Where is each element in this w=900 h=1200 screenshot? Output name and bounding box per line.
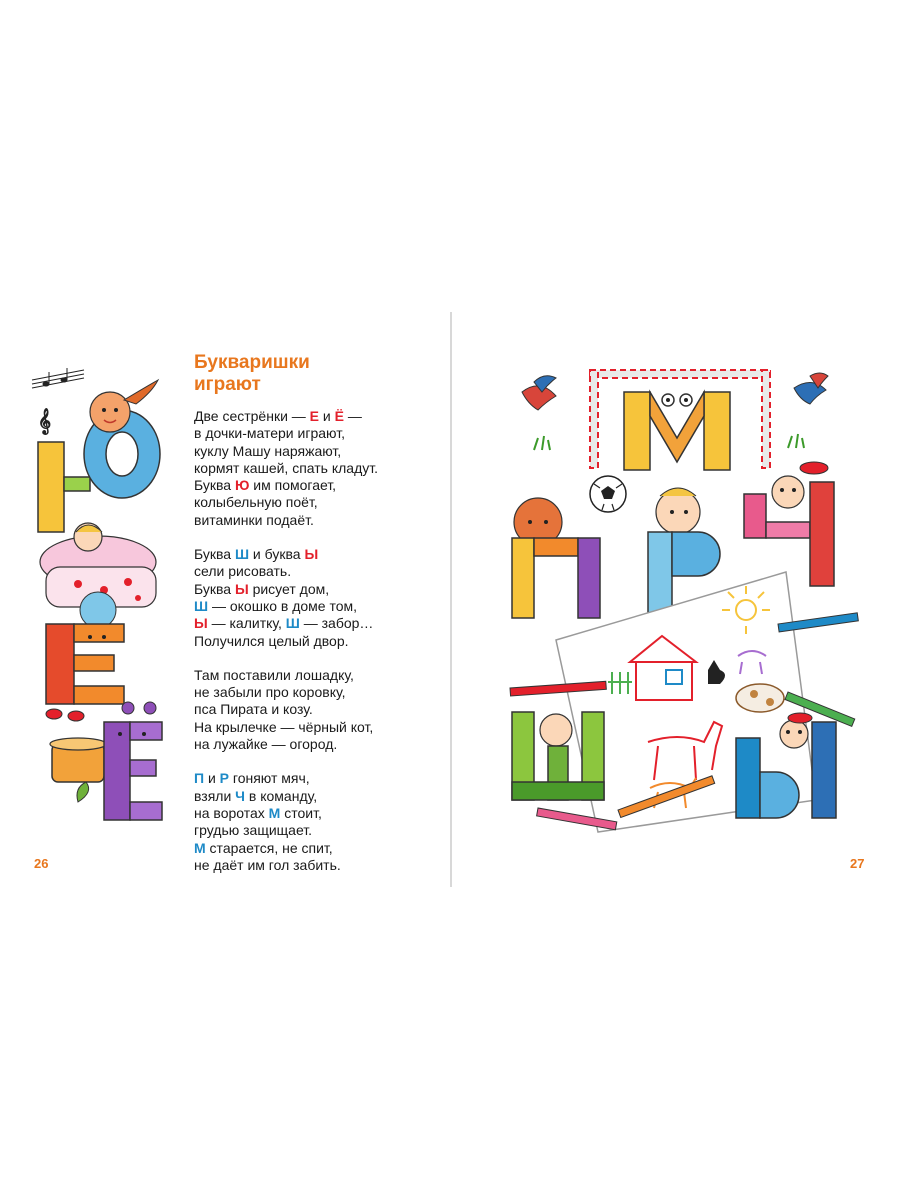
poem-line — [194, 857, 434, 874]
poem-text: стоит, — [280, 804, 322, 821]
poem-line — [194, 736, 434, 753]
poem-text: на лужайке — огород. — [194, 736, 338, 753]
bird-icon — [522, 376, 556, 410]
poem-line — [194, 512, 434, 529]
letter-p-character — [512, 498, 600, 618]
highlighted-letter: Ы — [304, 546, 319, 563]
poem-line — [194, 788, 434, 805]
poem-text: колыбельную поёт, — [194, 494, 318, 511]
poem-text: — забор… — [299, 615, 374, 632]
poem-text: Две сестрёнки — — [194, 408, 310, 424]
title-line: Букваришки — [194, 352, 310, 373]
poem-text: Получился целый двор. — [194, 632, 349, 649]
page-number-left: 26 — [34, 856, 49, 871]
poem-line — [194, 719, 434, 736]
poem-text: на воротах — [194, 804, 269, 821]
poem-text: Буква — [194, 546, 235, 563]
poem-text: Там поставили лошадку, — [194, 666, 354, 683]
poem-text: куклу Машу наряжают, — [194, 442, 342, 459]
poem-line — [194, 460, 434, 477]
highlighted-letter: Е — [309, 408, 320, 424]
page-number-right: 27 — [850, 856, 865, 871]
poem-line — [194, 701, 434, 718]
highlighted-letter: М — [194, 839, 206, 856]
poem-text: не забыли про коровку, — [194, 684, 346, 701]
poem-text: в команду, — [245, 787, 318, 804]
poem-line — [194, 408, 434, 425]
poem-text: взяли — [194, 787, 236, 804]
page-gutter — [450, 312, 452, 887]
poem-text: старается, не спит, — [205, 839, 333, 856]
highlighted-letter: П — [194, 770, 205, 787]
poem-line — [194, 598, 434, 615]
poem-line — [194, 443, 434, 460]
poem-line — [194, 770, 434, 787]
highlighted-letter: Ё — [334, 408, 344, 424]
poem-text: гоняют мяч, — [229, 770, 310, 787]
poem-line — [194, 477, 434, 494]
highlighted-letter: Р — [219, 770, 230, 787]
poem-text: им помогает, — [249, 477, 337, 494]
poem-line — [194, 667, 434, 684]
letter-m-character — [624, 392, 730, 470]
poem-line — [194, 494, 434, 511]
right-illustration — [498, 362, 868, 847]
poem-line — [194, 563, 434, 580]
poem-line — [194, 840, 434, 857]
poem-text: в дочки-матери играют, — [194, 425, 345, 442]
poem-line — [194, 633, 434, 650]
highlighted-letter: Ю — [234, 477, 250, 494]
poem-line — [194, 425, 434, 442]
poem-text: кормят кашей, спать кладут. — [194, 459, 379, 476]
poem-stanza — [194, 546, 434, 650]
poem-text: не даёт им гол забить. — [194, 856, 341, 873]
highlighted-letter: Ш — [234, 546, 250, 563]
highlighted-letter: Ш — [285, 615, 300, 632]
poem-line — [194, 581, 434, 598]
poem-text: рисует дом, — [248, 580, 330, 597]
poem-body — [194, 408, 434, 891]
poem-line — [194, 805, 434, 822]
title-line: играют — [194, 374, 261, 395]
poem-line — [194, 822, 434, 839]
poem-text: пса Пирата и козу. — [194, 701, 313, 718]
poem-line — [194, 684, 434, 701]
poem-stanza — [194, 770, 434, 874]
highlighted-letter: Ы — [194, 615, 208, 632]
poem-line — [194, 615, 434, 632]
poem-stanza — [194, 667, 434, 753]
soccer-ball-icon — [590, 476, 626, 512]
poem-text: грудью защищает. — [194, 822, 313, 839]
poem-text: На крылечке — чёрный кот, — [194, 718, 374, 735]
highlighted-letter: Ы — [234, 580, 249, 597]
poem-line — [194, 546, 434, 563]
letter-sh-character — [512, 712, 604, 800]
poem-title — [194, 352, 414, 396]
highlighted-letter: Ч — [235, 787, 246, 804]
poem-text: — калитку, — [207, 615, 286, 632]
poem-text: и буква — [249, 546, 305, 563]
poem-text: — — [344, 408, 362, 424]
poem-text: Буква — [194, 477, 235, 494]
letter-yo-character — [50, 702, 162, 820]
poem-text: и — [319, 408, 335, 424]
letter-yu-character — [38, 380, 160, 532]
highlighted-letter: М — [268, 804, 281, 821]
letter-ye-character — [46, 592, 124, 721]
bird-icon — [794, 373, 828, 404]
poem-text: сели рисовать. — [194, 563, 292, 580]
poem-text: и — [204, 770, 220, 787]
highlighted-letter: Ш — [194, 597, 209, 614]
music-notes-icon — [32, 368, 84, 434]
poem-text: Буква — [194, 580, 235, 597]
poem-text: витаминки подаёт. — [194, 511, 314, 528]
letter-ch-character — [744, 462, 834, 586]
left-illustration — [28, 362, 188, 832]
poem-text: — окошко в доме том, — [208, 597, 358, 614]
poem-stanza — [194, 408, 434, 529]
svg-text:𝄞: 𝄞 — [38, 409, 52, 434]
